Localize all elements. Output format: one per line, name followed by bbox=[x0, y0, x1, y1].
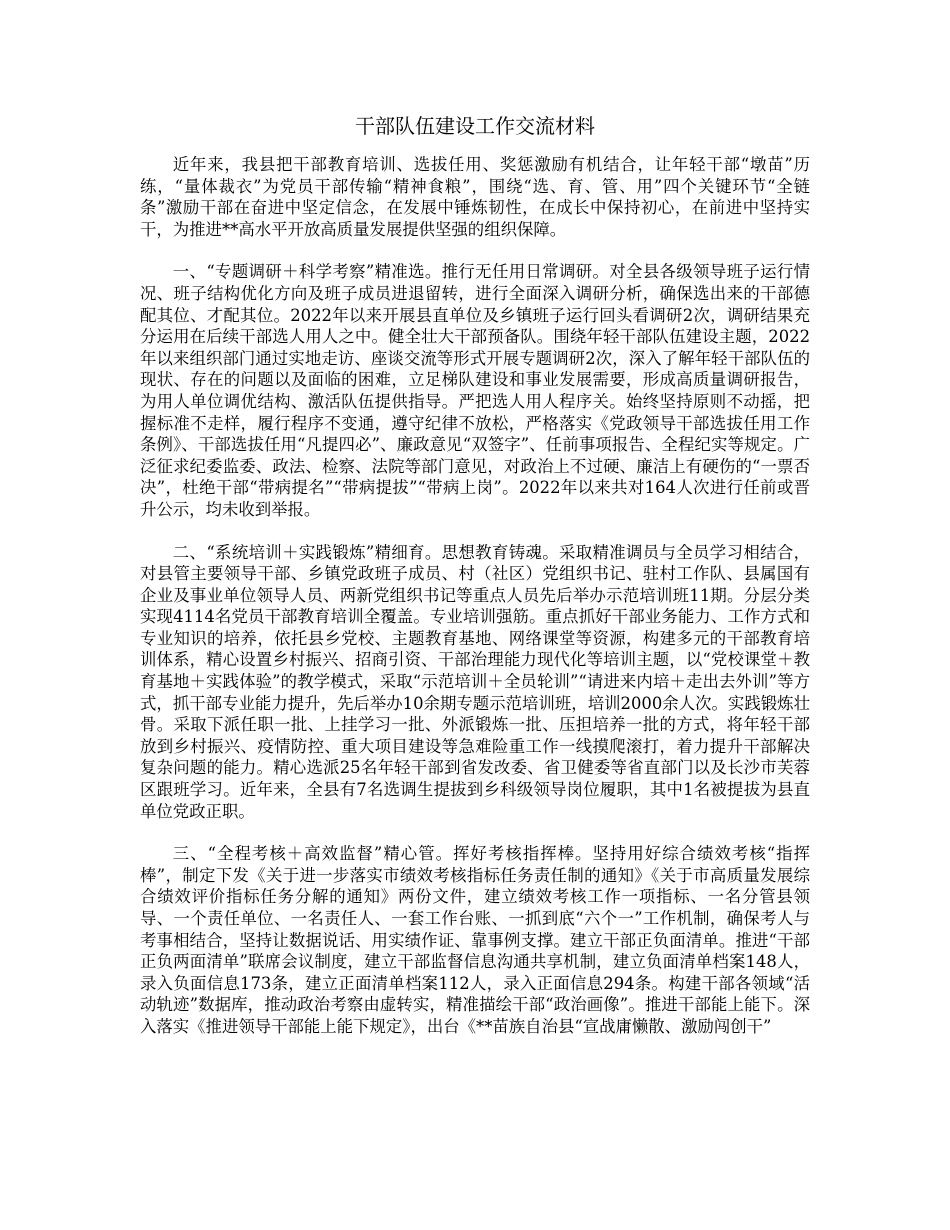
section-two-paragraph: 二、“系统培训＋实践锻炼”精细育。思想教育铸魂。采取精准调员与全员学习相结合，对县管主要领导干部、乡镇党政班子成员、村（社区）党组织书记、驻村工作队、县属国有企业及事业单位领导人员、两新党组织书记等重点人员先后举办示范培训班11期。分层分类实现4114名党员干部教育培训全覆盖。专业培训强筋。重点抓好干部业务能力、工作方式和专业知识的培养，依托县乡党校、主题教育基地、网络课堂等资源，构建多元的干部教育培训体系，精心设置乡村振兴、招商引资、干部治理能力现代化等培训主题，以“党校课堂＋教育基地＋实践体验”的教学模式，采取“示范培训＋全员轮训”“请进来内培＋走出去外训”等方式，抓干部专业能力提升，先后举办10余期专题示范培训班，培训2000余人次。实践锻炼壮骨。采取下派任职一批、上挂学习一批、外派锻炼一批、压担培养一批的方式，将年轻干部放到乡村振兴、疫情防控、重大项目建设等急难险重工作一线摸爬滚打，着力提升干部解决复杂问题的能力。精心选派25名年轻干部到省发改委、省卫健委等省直部门以及长沙市芙蓉区跟班学习。近年来，全县有7名选调生提拔到乡科级领导岗位履职，其中1名被提拔为县直单位党政正职。 bbox=[140, 542, 810, 821]
document-title: 干部队伍建设工作交流材料 bbox=[355, 114, 595, 138]
document-body bbox=[140, 154, 810, 1059]
intro-paragraph: 近年来，我县把干部教育培训、选拔任用、奖惩激励有机结合，让年轻干部“墩苗”历练，“量体裁衣”为党员干部传输“精神食粮”，围绕“选、育、管、用”四个关键环节“全链条”激励干部在奋进中坚定信念，在发展中锤炼韧性，在成长中保持初心，在前进中坚持实干，为推进**高水平开放高质量发展提供坚强的组织保障。 bbox=[140, 155, 810, 239]
section-one-paragraph: 一、“专题调研＋科学考察”精准选。推行无任用日常调研。对全县各级领导班子运行情况、班子结构优化方向及班子成员进退留转，进行全面深入调研分析，确保选出来的干部德配其位、才配其位。2022年以来开展县直单位及乡镇班子运行回头看调研2次，调研结果充分运用在后续干部选人用人之中。健全壮大干部预备队。围绕年轻干部队伍建设主题，2022年以来组织部门通过实地走访、座谈交流等形式开展专题调研2次，深入了解年轻干部队伍的现状、存在的问题以及面临的困难，立足梯队建设和事业发展需要，形成高质量调研报告，为用人单位调优结构、激活队伍提供指导。严把选人用人程序关。始终坚持原则不动摇，把握标准不走样，履行程序不变通，遵守纪律不放松，严格落实《党政领导干部选拔任用工作条例》、干部选拔任用“凡提四必”、廉政意见“双签字”、任前事项报告、全程纪实等规定。广泛征求纪委监委、政法、检察、法院等部门意见，对政治上不过硬、廉洁上有硬伤的“一票否决”，杜绝干部“带病提名”“带病提拔”“带病上岗”。2022年以来共对164人次进行任前或晋升公示，均未收到举报。 bbox=[140, 262, 810, 519]
section-three-paragraph: 三、“全程考核＋高效监督”精心管。挥好考核指挥棒。坚持用好综合绩效考核“指挥棒”，制定下发《关于进一步落实市绩效考核指标任务责任制的通知》《关于市高质量发展综合绩效评价指标任务分解的通知》两份文件，建立绩效考核工作一项指标、一名分管县领导、一个责任单位、一名责任人、一套工作台账、一抓到底“六个一”工作机制，确保考人与考事相结合，坚持让数据说话、用实绩作证、靠事例支撑。建立干部正负面清单。推进“干部正负两面清单”联席会议制度，建立干部监督信息沟通共享机制，建立负面清单档案148人，录入负面信息173条，建立正面清单档案112人，录入正面信息294条。构建干部各领域“活动轨迹”数据库，推动政治考察由虚转实，精准描绘干部“政治画像”。推进干部能上能下。深入落实《推进领导干部能上能下规定》，出台《**苗族自治县“宣战庸懒散、激励闯创干” bbox=[140, 844, 810, 1036]
